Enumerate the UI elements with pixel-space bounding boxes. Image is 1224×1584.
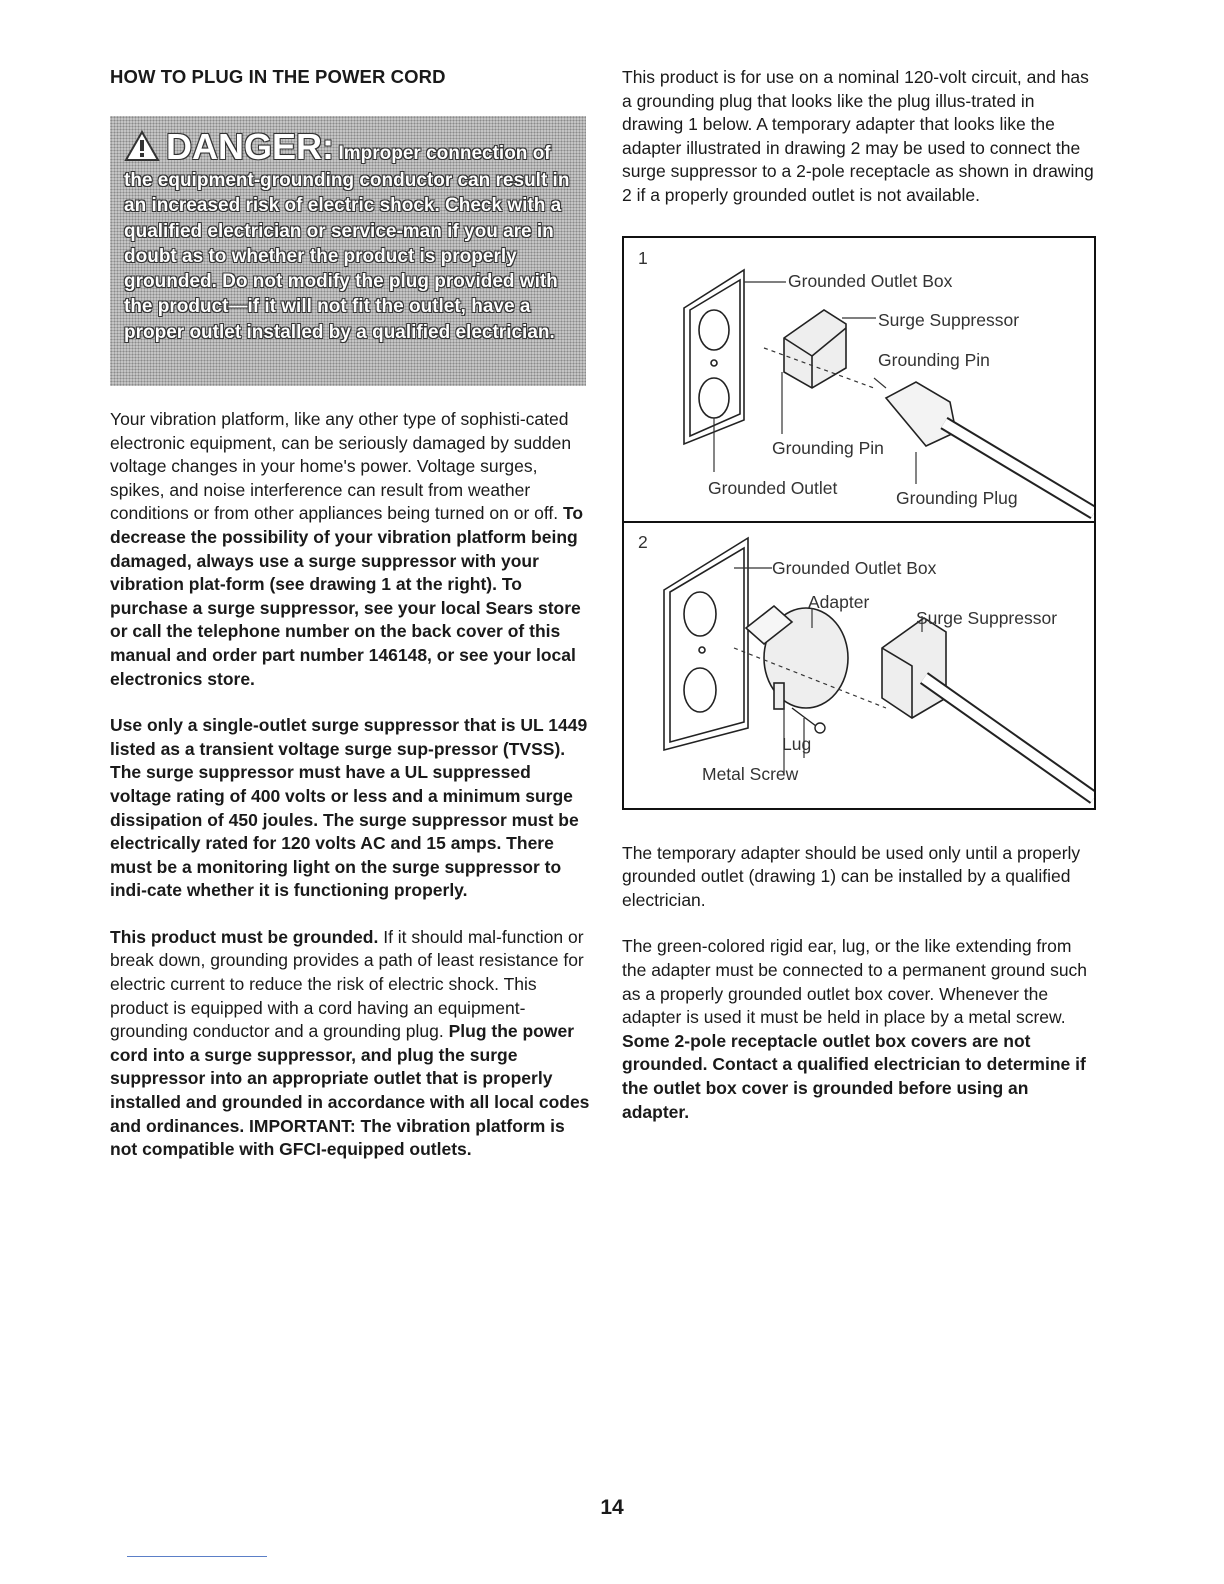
paragraph-bold-text: Some 2-pole receptacle outlet box covers are not grounded. Contact a qualified electrician to determine if the outlet box cover is grounded before using an adapter.: [622, 1030, 1086, 1122]
paragraph-grounding: [110, 926, 596, 1162]
right-column: [622, 66, 1098, 1124]
paragraph-green-ear: [622, 935, 1098, 1124]
label-metal-screw: Metal Screw: [702, 763, 799, 784]
label-grounding-pin-bottom: Grounding Pin: [772, 437, 884, 458]
label-lug: Lug: [782, 733, 812, 754]
paragraph-bold-text: To decrease the possibility of your vibration platform being damaged, always use a surge suppressor with your vibration plat-form (see drawing 1 at the right). To purchase a surge suppressor, see your local Sears store or call the telephone number on the back cover of this manual and order part number 146148, or see your local electronics store.: [110, 503, 584, 689]
metal-screw-2: [792, 708, 825, 733]
paragraph-intro: This product is for use on a nominal 120-volt circuit, and has a grounding plug that looks like the plug illus-trated in drawing 1 below. A temporary adapter that looks like the adapter illustrated in drawing 2 may be used to connect the surge suppressor to a 2-pole receptacle as shown in drawing 2 if a properly grounded outlet is not available.: [622, 67, 1094, 205]
paragraph-temporary-adapter: The temporary adapter should be used only until a properly grounded outlet (drawing 1) can be installed by a qualified electrician.: [622, 842, 1081, 910]
grounding-figure: [622, 236, 1096, 810]
label-grounding-pin-right: Grounding Pin: [878, 349, 990, 370]
paragraph-bold-text: Plug the power cord into a surge suppressor, and plug the surge suppressor into an appropriate outlet that is properly installed and grounded in accordance with all local codes and ordinances. IMPORTANT: The vibration platform is not compatible with GFCI-equipped outlets.: [110, 1021, 590, 1160]
label-grounding-plug: Grounding Plug: [896, 487, 1018, 508]
figure-illustration: [624, 238, 1094, 808]
danger-title: DANGER:: [166, 126, 334, 167]
section-heading: HOW TO PLUG IN THE POWER CORD: [110, 66, 446, 87]
label-grounded-outlet-box-2: Grounded Outlet Box: [772, 557, 937, 578]
paragraph-bold-text: Use only a single-outlet surge suppressor that is UL 1449 listed as a transient voltage surge sup-pressor (TVSS). The surge suppressor must have a UL suppressed voltage rating of 400 volts or less and a minimum surge dissipation of 450 joules. The surge suppressor must be electrically rated for 120 volts AC and 15 amps. There must be a monitoring light on the surge suppressor to indi-cate whether it is functioning properly.: [110, 715, 588, 901]
outlet-plate-2: [664, 538, 748, 750]
label-grounded-outlet: Grounded Outlet: [708, 477, 838, 498]
paragraph-surge-spec: [110, 714, 596, 903]
danger-box: [110, 116, 586, 386]
surge-suppressor-2: [882, 618, 1094, 798]
figure-divider: [624, 521, 1094, 523]
danger-text: Improper connection of the equipment-grounding conductor can result in an increased risk of electric shock. Check with a qualified electrician or service-man if you are in doubt as to whether the product is properly grounded. Do not modify the plug provided with the product—if it will not fit the outlet, have a proper outlet installed by a qualified electrician.: [124, 143, 570, 343]
paragraph-bold-text: This product must be grounded.: [110, 926, 379, 947]
paragraph-text: Your vibration platform, like any other type of sophisti-cated electronic equipment, can be seriously damaged by sudden voltage changes in your home's power. Voltage surges, spikes, and noise interference can result from weather conditions or from other appliances being turned on or off.: [110, 409, 572, 524]
label-surge-suppressor-2: Surge Suppressor: [916, 607, 1058, 628]
surge-suppressor-1: [784, 310, 846, 388]
footer-rule: [127, 1556, 267, 1557]
adapter-2: [746, 606, 848, 709]
outlet-plate-1: [684, 270, 744, 444]
label-grounded-outlet-box-1: Grounded Outlet Box: [788, 270, 953, 291]
warning-triangle-icon: [124, 130, 160, 162]
left-column: [110, 66, 596, 1162]
paragraph-surge-info: [110, 408, 596, 691]
drawing-number-2: 2: [638, 531, 648, 552]
label-surge-suppressor-1: Surge Suppressor: [878, 309, 1020, 330]
paragraph-text: If it should mal-function or break down, grounding provides a path of least resistance for electric current to reduce the risk of electric shock. This product is equipped with a cord having an equipment-grounding conductor and a grounding plug.: [110, 926, 584, 1042]
drawing-number-1: 1: [638, 247, 648, 268]
paragraph-text: The green-colored rigid ear, lug, or the like extending from the adapter must be connected to a permanent ground such as a properly grounded outlet box cover. Whenever the adapter is used it must be held in place by a metal screw.: [622, 936, 1088, 1028]
label-adapter: Adapter: [808, 591, 870, 612]
page-number: 14: [600, 1496, 624, 1519]
